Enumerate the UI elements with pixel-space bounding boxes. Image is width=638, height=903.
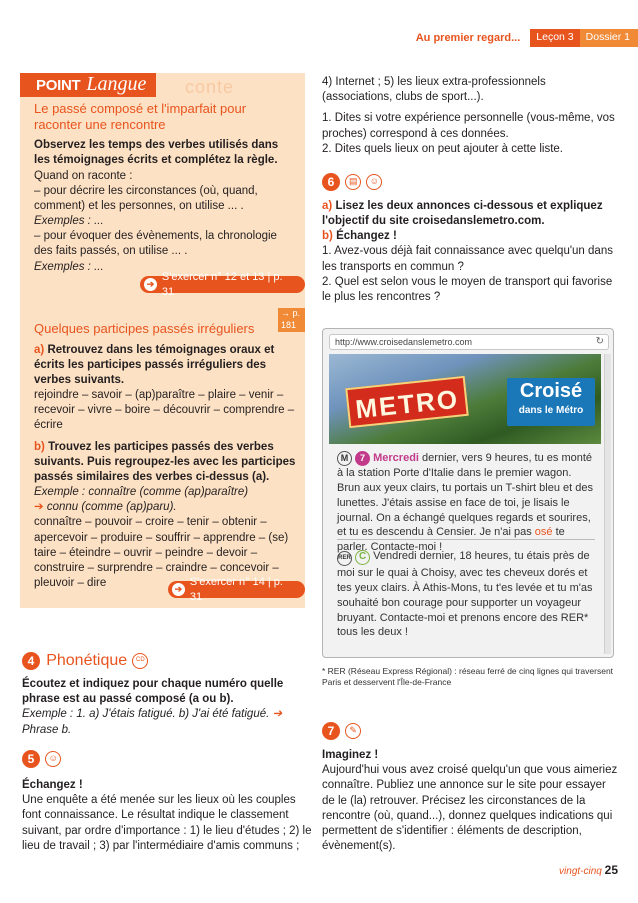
post-2 [337,549,595,640]
exercise-link-label: S'exercer n° 14 | p. 31 [189,575,283,603]
audio-cd-icon: CD [132,653,148,669]
section-number: 6 [322,173,340,191]
section-5-heading [22,750,314,768]
section-6-heading [322,173,618,191]
post-1-highlight: osé [534,526,553,539]
post-1-text: dernier, vers 9 heures, tu es monté à la station Porte d'Italie dans le premier wagon. Brun aux yeux clairs, tu portais un T-shirt bleu et des lunettes. J'étais assise en face de toi, je lisais le journal. On a échangé quelques regards et sourires, et tu es descendu à Censier. Je n'ai pas [337,452,593,539]
speech-icon: ☺ [366,174,382,190]
title-point: POINT [20,73,84,97]
section-number: 4 [22,652,40,670]
section-5-body: Une enquête a été menée sur les lieux où les couples font connaissance. Le résultat indique le classement suivant, par ordre d'importance : 1) le lieu d'études ; 2) le lieu de travail ; 3) par l'intermédiaire d'amis communs ; [22,794,312,852]
section-number: 5 [22,750,40,768]
exercise-link-2[interactable] [168,575,305,603]
point-langue-title [20,73,156,97]
post-separator [337,539,595,540]
phonetique-heading [22,650,312,671]
post-1-day: Mercredi [373,452,419,464]
phonetique-section [22,650,312,738]
metro-line-icon: M [337,451,352,466]
phonetique-title: Phonétique [46,652,128,669]
right-column [322,75,618,305]
example-text: Exemple : 1. a) J'étais fatigué. b) J'ai été fatigué. [22,708,270,721]
letter-b: b) [34,440,45,453]
metro-sign: METRO [345,376,469,428]
post-2-text: Vendredi dernier, 18 heures, tu étais près de moi sur le quai à Choisy, avec tes cheveux dorés et tes yeux clairs. À Athis-Mons, tu t'es levée et tu m'as souhaité bon courage pour supporter un voyageur bruyant. Contacte-moi et prenons encore des RER* tous les deux ! [337,550,593,639]
item-6a-text: Lisez les deux annonces ci-dessous et expliquez l'objectif du site croisedanslemetro.com. [322,199,603,228]
header-lead: Au premier regard... [415,31,521,44]
url-text: http://www.croisedanslemetro.com [335,337,473,347]
book-icon: ▤ [345,174,361,190]
pen-icon: ✎ [345,723,361,739]
arrow-icon: ➔ [272,708,283,721]
question-1: 1. Dites si votre expérience personnelle (vous-même, vos proches) correspond à ces données. [322,112,615,140]
example-end: Phrase b. [22,723,72,736]
tab-dossier: Dossier 1 [580,29,638,47]
arrow-icon: ➔ [144,278,157,291]
item-b-example [34,485,296,500]
item-b [34,440,296,486]
speech-icon: ☺ [45,751,61,767]
rule-example: Exemples : ... [34,260,104,273]
tab-lecon: Leçon 3 [530,29,579,47]
sub-title-1: Le passé composé et l'imparfait pour raconter une rencontre [34,101,247,132]
separator-line [337,539,595,540]
item-b-example-2 [34,500,296,515]
page-number-word: vingt-cinq [559,866,602,878]
question-b1: 1. Avez-vous déjà fait connaissance avec quelqu'un dans les transports en commun ? [322,245,613,273]
langue-section-1 [34,101,296,275]
ghost-text: conte [185,77,235,97]
phonetique-example [22,707,312,737]
section-7 [322,722,618,854]
arrow-icon: ➔ [34,501,47,514]
instruction-1: Observez les temps des verbes utilisés dans les témoignages écrits et complétez la règle. [34,139,279,167]
example-text-2: connu (comme (ap)paru). [46,501,177,514]
arrow-icon: ➔ [172,583,185,596]
section-5 [22,750,314,854]
post-1-end: te parler. Contacte-moi ! [337,526,565,554]
example-text: Exemple : connaître (comme (ap)paraître) [34,486,249,499]
section-5-title: Échangez ! [22,779,83,791]
rule-line: Quand on raconte : [34,169,133,182]
logo-small: dans le Métro [518,405,584,416]
footnote: * RER (Réseau Express Régional) : réseau ferré de cinq lignes qui traversent Paris et desservent l'Île-de-France [322,666,614,688]
question-2: 2. Dites quels lieux on peut ajouter à cette liste. [322,142,564,155]
letter-b: b) [322,230,333,243]
letter-a: a) [34,343,45,356]
section-7-title: Imaginez ! [322,749,379,761]
metro-banner-image [329,354,601,444]
page-header [416,30,638,46]
rer-icon: RER [337,551,352,566]
title-langue: Langue [84,73,156,97]
scrollbar[interactable] [604,354,611,654]
logo-big: Croisé [519,380,583,402]
browser-window [322,328,614,658]
langue-section-2 [34,321,296,591]
section-7-body: Aujourd'hui vous avez croisé quelqu'un que vous aimeriez connaître. Publiez une annonce sur le site pour essayer de le (la) retrouver. Précisez les circonstances de la rencontre (où, quand...), donnez quelques indications qui permettent de s'identifier : éléments de description, évènement(s). [322,764,618,853]
item-6a [322,199,618,229]
site-logo [507,378,595,426]
rule-example: Exemples : ... [34,215,104,228]
line-number-icon: 7 [355,451,370,466]
rule-line: – pour décrire les circonstances (où, quand, comment) et les personnes, on utilise ... . [34,184,258,212]
item-a [34,343,296,389]
section-7-heading [322,722,618,740]
sub-title-2: Quelques participes passés irréguliers [34,321,255,336]
section-number: 7 [322,722,340,740]
page-number [559,863,618,879]
rule-line: – pour évoquer des évènements, la chronologie des faits passés, on utilise ... . [34,230,277,258]
item-a-instruction: Retrouvez dans les témoignages oraux et écrits les participes passés irréguliers des verbes suivants. [34,343,275,386]
item-b-instruction: Trouvez les participes passés des verbes suivants. Puis regroupez-les avec les participes passés similaires des verbes ci-dessus (a). [34,440,296,483]
item-a-list: rejoindre – savoir – (ap)paraître – plaire – venir – recevoir – vivre – boire – découvrir – comprendre – écrire [34,389,295,432]
letter-a: a) [322,199,333,212]
item-6b [322,229,618,244]
phonetique-instruction: Écoutez et indiquez pour chaque numéro quelle phrase est au passé composé (a ou b). [22,678,284,706]
question-b2: 2. Quel est selon vous le moyen de transport qui favorise le plus les rencontres ? [322,275,613,303]
page-number-digit: 25 [604,863,618,878]
url-bar[interactable] [329,334,609,350]
exercise-link-label: S'exercer n° 12 et 13 | p. 31 [161,270,283,298]
page-ref-tag: → p. 181 [278,308,305,332]
exercise-link-1[interactable] [140,270,305,298]
item-b-list: connaître – pouvoir – croire – tenir – obtenir – apercevoir – produire – souffrir – apprendre – (se) taire – éteindre – ouvrir – peindre – devoir – construire – surprendre – craindre – concevoir – pleuvoir – dire [34,516,289,590]
reload-icon[interactable]: ↻ [595,336,604,347]
item-6b-text: Échangez ! [336,230,397,243]
point-langue-box [20,73,305,608]
list-continuation: 4) Internet ; 5) les lieux extra-professionnels (associations, clubs de sport...). [322,76,546,104]
line-c-icon: C [355,550,370,565]
